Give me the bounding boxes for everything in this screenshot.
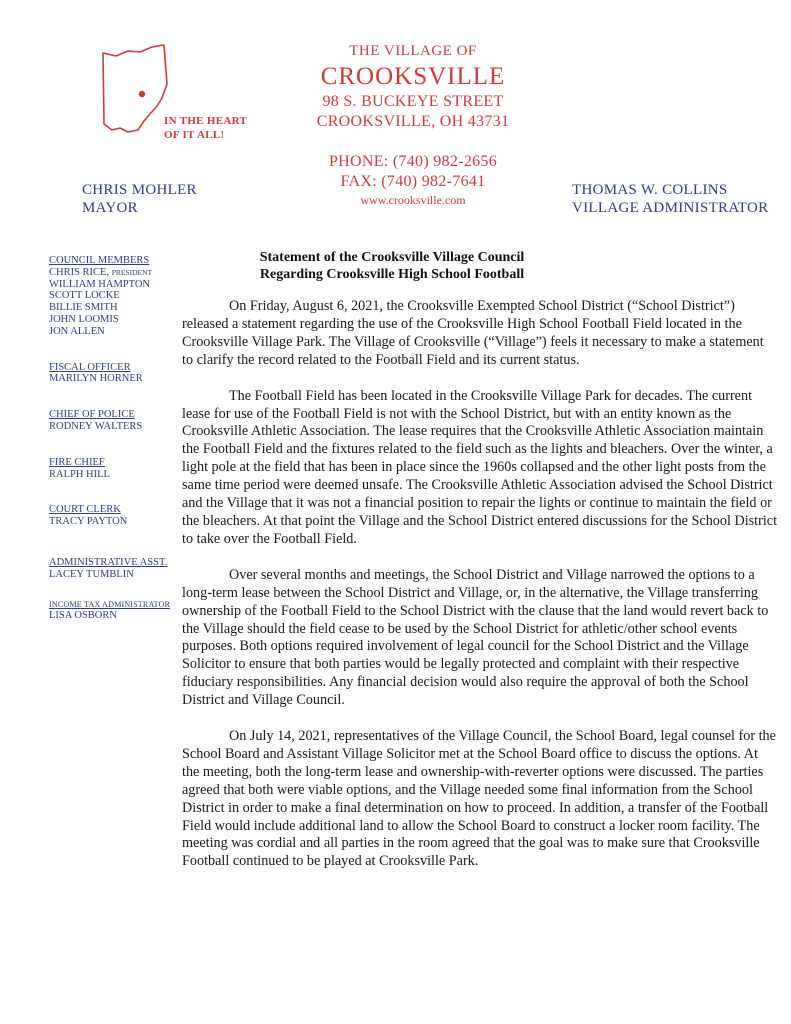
motto-line-2: OF IT ALL! [164,129,225,141]
motto [164,114,247,142]
administrator-title: VILLAGE ADMINISTRATOR [572,200,769,216]
council-president-name: CHRIS RICE, [49,266,110,278]
tax-name: LISA OSBORN [49,610,117,622]
motto-line-1: IN THE HEART [164,115,248,127]
fire-name: RALPH HILL [49,468,110,480]
council-member: WILLIAM HAMPTON [49,278,151,290]
village-name: CROOKSVILLE [320,63,506,90]
mayor-block [82,181,197,217]
admin-asst-heading: ADMINISTRATIVE ASST. [49,556,168,568]
letterhead-center [290,42,536,208]
administrator-name: THOMAS W. COLLINS [572,182,728,198]
address-line-2: CROOKSVILLE, OH 43731 [316,113,510,130]
statement-paragraph: Over several months and meetings, the School District and Village narrowed the options to a long-term lease between the School District and Village, or, in the alternative, the Village transferring ownership of the Football Field to the School District with the clause that the land would revert back to the Village should the field cease to be used by the School District for athletic/other school events purposes. Both options required involvement of legal council for the School District and the Village Solicitor to ensure that both parties would be legally protected and complaint with their respective fiduciary responsibilities. Any financial decision would also require the approval of both the School District and Village Council. [182,566,769,709]
council-president [49,267,177,279]
statement-title [222,249,562,283]
statement-paragraph: On Friday, August 6, 2021, the Crooksville Exempted School District (“School District”) released a statement regarding the use of the Crooksville High School Football Field located in the Crooksville Village Park. The Village of Crooksville (“Village”) feels it necessary to make a statement to clarify the record related to the Football Field and its current status. [182,298,764,368]
police-heading: CHIEF OF POLICE [49,409,135,421]
council-member: JON ALLEN [49,325,105,337]
statement-paragraph: On July 14, 2021, representatives of the Village Council, the School Board, legal counsel for the School Board and Assistant Village Solicitor met at the School Board office to discuss the options. At the meeting, both the long-term lease and ownership-with-reverter options were discussed. The parties agreed that both were viable options, and the Village needed some final information from the School District in order to make a final determination on how to proceed. In addition, a transfer of the Football Field would include additional land to allow the School Board to construct a locker room facility. The meeting was cordial and all parties in the room agreed that the goal was to make sure that Crooksville Football continued to be played at Crooksville Park. [182,728,776,870]
fiscal-group [49,362,177,386]
fiscal-heading: FISCAL OFFICER [49,361,131,373]
council-member: JOHN LOOMIS [49,313,119,325]
police-name: RODNEY WALTERS [49,420,143,432]
statement-paragraph: The Football Field has been located in the Crooksville Village Park for decades. The current lease for use of the Football Field is not with the School District, but with an entity known as the Crooksville Athletic Association. The lease requires that the Crooksville Athletic Association maintain the Football Field and the fixtures related to the field such as the lights and bleachers. Over the winter, a light pole at the field that has been in place since the 1960s collapsed and the other light posts from the same time period were deemed unsafe. The Crooksville Athletic Association advised the School District and the Village that it was not a financial position to repair the lights or continue to maintain the field or the bleachers. At that point the Village and the School District entered discussions for the School District to take over the Football Field. [182,387,778,547]
website: www.crooksville.com [360,193,466,207]
mayor-title: MAYOR [82,200,138,216]
council-heading: COUNCIL MEMBERS [49,255,150,266]
council-member: SCOTT LOCKE [49,290,120,302]
tax-heading: INCOME TAX ADMINISTRATOR [49,599,171,609]
police-group [49,409,177,433]
council-member: BILLIE SMITH [49,302,118,314]
fiscal-name: MARILYN HORNER [49,373,143,385]
statement-title-line-2: Regarding Crooksville High School Football [259,267,525,282]
officials-sidebar [49,255,177,646]
ohio-map-logo [100,44,170,134]
court-name: TRACY PAYTON [49,516,128,528]
tax-group [49,599,177,623]
court-group [49,504,177,528]
council-president-suffix: PRESIDENT [111,267,153,277]
fax-number: FAX: (740) 982-7641 [340,173,486,190]
address-line-1: 98 S. BUCKEYE STREET [322,93,504,110]
phone-number: PHONE: (740) 982-2656 [328,153,498,170]
statement-title-line-1: Statement of the Crooksville Village Council [259,250,525,265]
fire-heading: FIRE CHIEF [49,456,105,468]
statement-body [182,298,778,889]
admin-asst-group [49,557,177,581]
fire-group [49,457,177,481]
council-group [49,255,177,338]
mayor-name: CHRIS MOHLER [82,182,197,198]
administrator-block [572,181,768,217]
admin-asst-name: LACEY TUMBLIN [49,568,134,580]
village-of-label: THE VILLAGE OF [349,43,477,59]
court-heading: COURT CLERK [49,504,121,516]
